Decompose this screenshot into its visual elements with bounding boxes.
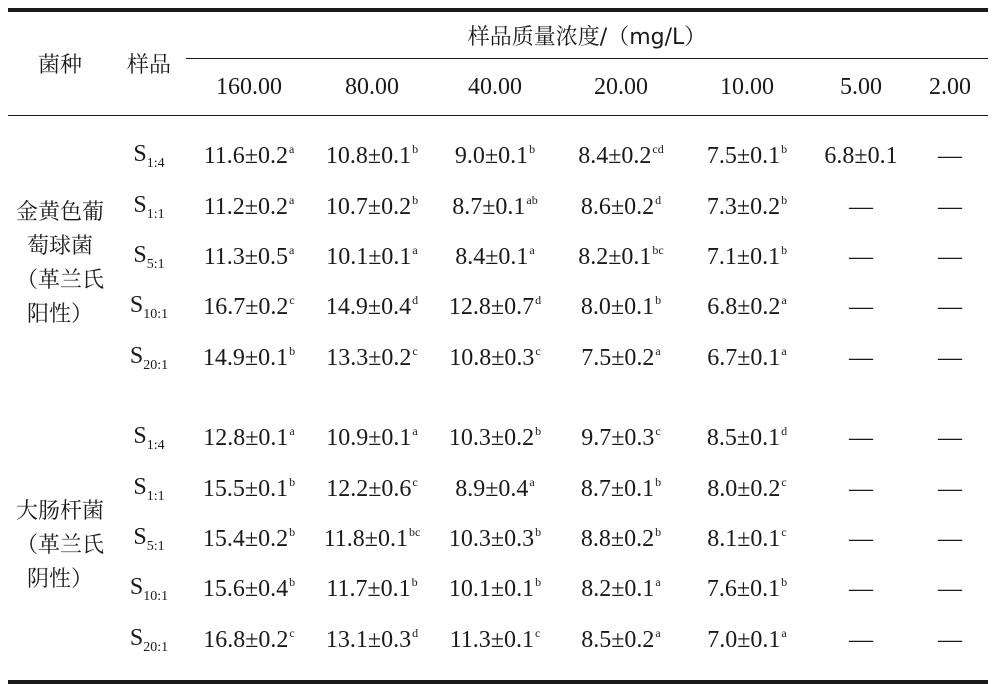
sample-label — [112, 182, 186, 232]
cell-value: — — [849, 424, 873, 451]
sample-ratio: 1:1 — [146, 206, 165, 222]
value-cell — [684, 464, 810, 514]
value-cell — [684, 232, 810, 282]
cell-value: 10.8±0.1 — [325, 143, 412, 169]
cell-value: 8.9±0.4 — [455, 476, 529, 502]
cell-value: 9.0±0.1 — [454, 143, 529, 169]
cell-value: — — [938, 293, 963, 320]
value-cell — [558, 564, 684, 614]
value-cell — [312, 282, 432, 332]
value-cell — [810, 332, 912, 398]
sample-label — [112, 614, 186, 682]
table-row — [8, 564, 988, 614]
strain-label: 金黄色葡萄球菌（革兰氏阳性） — [15, 200, 104, 327]
cell-value: — — [849, 525, 873, 552]
cell-value: 8.7±0.1 — [580, 476, 655, 502]
cell-value: 15.6±0.4 — [202, 576, 289, 602]
cell-value: 8.0±0.2 — [707, 476, 781, 502]
value-cell — [558, 614, 684, 682]
significance-letter: b — [655, 475, 662, 489]
cell-value: — — [938, 344, 963, 371]
cell-value: 15.4±0.2 — [202, 526, 289, 552]
value-cell — [186, 282, 312, 332]
significance-letter: b — [781, 142, 788, 156]
concentration-level-header: 2.00 — [912, 59, 988, 116]
sample-column-header: 样品 — [112, 10, 186, 116]
table-row — [8, 614, 988, 682]
cell-value: 12.2±0.6 — [326, 476, 412, 502]
sample-ratio: 1:4 — [146, 155, 165, 171]
sample-symbol: S — [129, 291, 144, 318]
cell-value: — — [849, 243, 873, 270]
value-cell — [912, 564, 988, 614]
value-cell — [558, 182, 684, 232]
cell-value: 12.8±0.1 — [203, 425, 289, 451]
value-cell — [432, 332, 558, 398]
significance-letter: a — [288, 243, 295, 257]
sample-ratio: 10:1 — [143, 306, 169, 322]
cell-value: 10.3±0.3 — [448, 526, 535, 552]
cell-value: 7.0±0.1 — [707, 627, 781, 653]
significance-letter: c — [534, 626, 541, 640]
value-cell — [558, 464, 684, 514]
cell-value: 6.8±0.1 — [824, 142, 898, 169]
significance-letter: a — [289, 424, 295, 438]
value-cell — [912, 514, 988, 564]
sample-ratio: 5:1 — [146, 538, 165, 554]
value-cell — [558, 232, 684, 282]
value-cell — [810, 514, 912, 564]
cell-value: 10.9±0.1 — [326, 425, 412, 451]
value-cell — [684, 282, 810, 332]
value-cell — [810, 116, 912, 183]
cell-value: — — [938, 626, 963, 653]
significance-letter: a — [288, 193, 295, 207]
sample-label — [112, 282, 186, 332]
concentration-level-header: 160.00 — [186, 59, 312, 116]
cell-value: 7.6±0.1 — [706, 576, 781, 602]
value-cell — [912, 116, 988, 183]
concentration-level-header: 5.00 — [810, 59, 912, 116]
cell-value: 12.8±0.7 — [448, 294, 535, 320]
cell-value: 8.5±0.1 — [706, 425, 781, 451]
cell-value: — — [938, 575, 963, 602]
value-cell — [912, 614, 988, 682]
value-cell — [312, 614, 432, 682]
value-cell — [912, 232, 988, 282]
concentration-level-header: 40.00 — [432, 59, 558, 116]
significance-letter: b — [655, 525, 662, 539]
value-cell — [684, 514, 810, 564]
cell-value: — — [849, 626, 873, 653]
cell-value: 16.8±0.2 — [203, 627, 289, 653]
sample-ratio: 20:1 — [143, 639, 169, 655]
significance-letter: c — [781, 475, 787, 489]
cell-value: — — [938, 525, 963, 552]
table-header — [8, 10, 988, 116]
cell-value: 11.8±0.1 — [323, 526, 408, 552]
cell-value: 7.3±0.2 — [706, 194, 781, 220]
significance-letter: d — [412, 293, 419, 307]
significance-letter: a — [655, 344, 661, 358]
value-cell — [558, 332, 684, 398]
cell-value: — — [938, 193, 963, 220]
sample-label — [112, 232, 186, 282]
value-cell — [558, 398, 684, 464]
significance-letter: b — [289, 475, 296, 489]
value-cell — [432, 116, 558, 183]
concentration-level-header: 20.00 — [558, 59, 684, 116]
value-cell — [186, 614, 312, 682]
table-row — [8, 116, 988, 183]
cell-value: — — [849, 293, 873, 320]
significance-letter: b — [289, 344, 296, 358]
sample-symbol: S — [133, 191, 147, 218]
cell-value: 10.3±0.2 — [448, 425, 535, 451]
value-cell — [810, 614, 912, 682]
value-cell — [684, 116, 810, 183]
significance-letter: b — [781, 575, 788, 589]
concentration-level-header: 80.00 — [312, 59, 432, 116]
cell-value: 8.2±0.1 — [578, 244, 652, 270]
sample-ratio: 1:4 — [146, 437, 165, 453]
cell-value: 8.2±0.1 — [581, 576, 655, 602]
value-cell — [432, 282, 558, 332]
value-cell — [312, 464, 432, 514]
cell-value: — — [849, 193, 873, 220]
significance-letter: c — [535, 344, 541, 358]
significance-letter: bc — [408, 525, 421, 539]
value-cell — [684, 564, 810, 614]
sample-symbol: S — [133, 523, 147, 550]
significance-letter: a — [288, 142, 295, 156]
table-row — [8, 282, 988, 332]
value-cell — [810, 282, 912, 332]
table-row — [8, 332, 988, 398]
significance-letter: a — [781, 626, 787, 640]
value-cell — [186, 332, 312, 398]
cell-value: 13.3±0.2 — [326, 345, 412, 371]
sample-symbol: S — [129, 342, 144, 369]
value-cell — [312, 398, 432, 464]
value-cell — [684, 614, 810, 682]
value-cell — [912, 464, 988, 514]
strain-label: 大肠杆菌（革兰氏阴性） — [15, 499, 104, 592]
value-cell — [810, 564, 912, 614]
cell-value: — — [938, 475, 963, 502]
significance-letter: a — [781, 293, 787, 307]
value-cell — [810, 232, 912, 282]
cell-value: 7.5±0.2 — [581, 345, 655, 371]
value-cell — [312, 564, 432, 614]
value-cell — [432, 232, 558, 282]
significance-letter: c — [412, 344, 418, 358]
sample-label — [112, 564, 186, 614]
sample-label — [112, 464, 186, 514]
cell-value: 8.4±0.2 — [578, 143, 652, 169]
significance-letter: b — [535, 424, 542, 438]
value-cell — [186, 464, 312, 514]
value-cell — [432, 398, 558, 464]
value-cell — [558, 116, 684, 183]
value-cell — [312, 514, 432, 564]
cell-value: 6.8±0.2 — [707, 294, 781, 320]
cell-value: 8.0±0.1 — [580, 294, 655, 320]
value-cell — [684, 182, 810, 232]
significance-letter: bc — [652, 243, 664, 257]
cell-value: 14.9±0.1 — [202, 345, 289, 371]
table-row — [8, 182, 988, 232]
cell-value: 8.7±0.1 — [452, 194, 526, 220]
cell-value: 8.4±0.1 — [455, 244, 529, 270]
value-cell — [312, 182, 432, 232]
sample-symbol: S — [133, 241, 147, 268]
strain-column-header: 菌种 — [8, 10, 112, 116]
significance-letter: d — [781, 424, 788, 438]
significance-letter: b — [781, 243, 788, 257]
cell-value: 10.7±0.2 — [325, 194, 412, 220]
value-cell — [432, 464, 558, 514]
cell-value: 11.7±0.1 — [326, 576, 411, 602]
cell-value: 8.8±0.2 — [580, 526, 655, 552]
cell-value: 11.2±0.2 — [203, 194, 288, 220]
cell-value: 11.6±0.2 — [203, 143, 288, 169]
table-body — [8, 116, 988, 683]
cell-value: 11.3±0.1 — [449, 627, 534, 653]
significance-letter: b — [655, 293, 662, 307]
significance-letter: c — [289, 626, 295, 640]
sample-ratio: 20:1 — [143, 357, 169, 373]
value-cell — [186, 514, 312, 564]
cell-value: 7.1±0.1 — [706, 244, 781, 270]
cell-value: — — [849, 475, 873, 502]
sample-label — [112, 398, 186, 464]
sample-ratio: 5:1 — [146, 256, 165, 272]
significance-letter: c — [412, 475, 418, 489]
cell-value: 16.7±0.2 — [203, 294, 289, 320]
cell-value: — — [938, 142, 963, 169]
concentration-level-header: 10.00 — [684, 59, 810, 116]
inhibition-zone-table — [8, 8, 988, 684]
sample-symbol: S — [133, 140, 147, 167]
value-cell — [186, 564, 312, 614]
cell-value: 15.5±0.1 — [202, 476, 289, 502]
cell-value: 13.1±0.3 — [325, 627, 412, 653]
concentration-header: 样品质量浓度/（mg/L） — [186, 10, 988, 59]
value-cell — [558, 282, 684, 332]
significance-letter: a — [412, 243, 418, 257]
value-cell — [186, 116, 312, 183]
significance-letter: b — [781, 193, 788, 207]
table-row — [8, 398, 988, 464]
cell-value: 11.3±0.5 — [203, 244, 288, 270]
value-cell — [186, 398, 312, 464]
cell-value: — — [938, 243, 963, 270]
cell-value: — — [849, 344, 873, 371]
cell-value: 8.6±0.2 — [580, 194, 655, 220]
significance-letter: c — [289, 293, 295, 307]
significance-letter: cd — [652, 142, 664, 156]
significance-letter: a — [529, 475, 535, 489]
value-cell — [432, 564, 558, 614]
significance-letter: d — [412, 626, 419, 640]
value-cell — [558, 514, 684, 564]
significance-letter: b — [412, 142, 419, 156]
sample-label — [112, 116, 186, 183]
value-cell — [312, 332, 432, 398]
value-cell — [684, 332, 810, 398]
cell-value: 10.1±0.1 — [448, 576, 535, 602]
sample-symbol: S — [133, 473, 147, 500]
sample-ratio: 10:1 — [143, 588, 169, 604]
significance-letter: d — [655, 193, 662, 207]
value-cell — [912, 398, 988, 464]
sample-symbol: S — [129, 624, 144, 651]
value-cell — [810, 182, 912, 232]
value-cell — [912, 332, 988, 398]
significance-letter: ab — [526, 193, 538, 207]
value-cell — [912, 282, 988, 332]
value-cell — [186, 182, 312, 232]
significance-letter: a — [655, 626, 661, 640]
value-cell — [432, 614, 558, 682]
cell-value: 14.9±0.4 — [325, 294, 412, 320]
cell-value: 8.5±0.2 — [581, 627, 655, 653]
significance-letter: a — [529, 243, 535, 257]
cell-value: 10.1±0.1 — [326, 244, 412, 270]
significance-letter: a — [781, 344, 787, 358]
significance-letter: c — [781, 525, 787, 539]
significance-letter: a — [412, 424, 418, 438]
significance-letter: d — [535, 293, 542, 307]
value-cell — [684, 398, 810, 464]
significance-letter: b — [529, 142, 536, 156]
value-cell — [432, 514, 558, 564]
significance-letter: b — [535, 525, 542, 539]
significance-letter: b — [289, 575, 296, 589]
sample-label — [112, 332, 186, 398]
cell-value: — — [938, 424, 963, 451]
cell-value: 7.5±0.1 — [706, 143, 781, 169]
value-cell — [312, 232, 432, 282]
sample-label — [112, 514, 186, 564]
cell-value: 10.8±0.3 — [449, 345, 535, 371]
table-row — [8, 464, 988, 514]
sample-symbol: S — [133, 422, 147, 449]
value-cell — [186, 232, 312, 282]
significance-letter: b — [289, 525, 296, 539]
value-cell — [810, 398, 912, 464]
sample-symbol: S — [129, 573, 144, 600]
significance-letter: b — [535, 575, 542, 589]
table-row — [8, 514, 988, 564]
value-cell — [312, 116, 432, 183]
cell-value: 8.1±0.1 — [707, 526, 781, 552]
cell-value: 6.7±0.1 — [707, 345, 781, 371]
sample-ratio: 1:1 — [146, 488, 165, 504]
table-row — [8, 232, 988, 282]
value-cell — [912, 182, 988, 232]
cell-value: 9.7±0.3 — [581, 425, 655, 451]
value-cell — [432, 182, 558, 232]
cell-value: — — [849, 575, 873, 602]
significance-letter: b — [411, 575, 418, 589]
value-cell — [810, 464, 912, 514]
significance-letter: a — [655, 575, 661, 589]
significance-letter: c — [655, 424, 661, 438]
significance-letter: b — [412, 193, 419, 207]
